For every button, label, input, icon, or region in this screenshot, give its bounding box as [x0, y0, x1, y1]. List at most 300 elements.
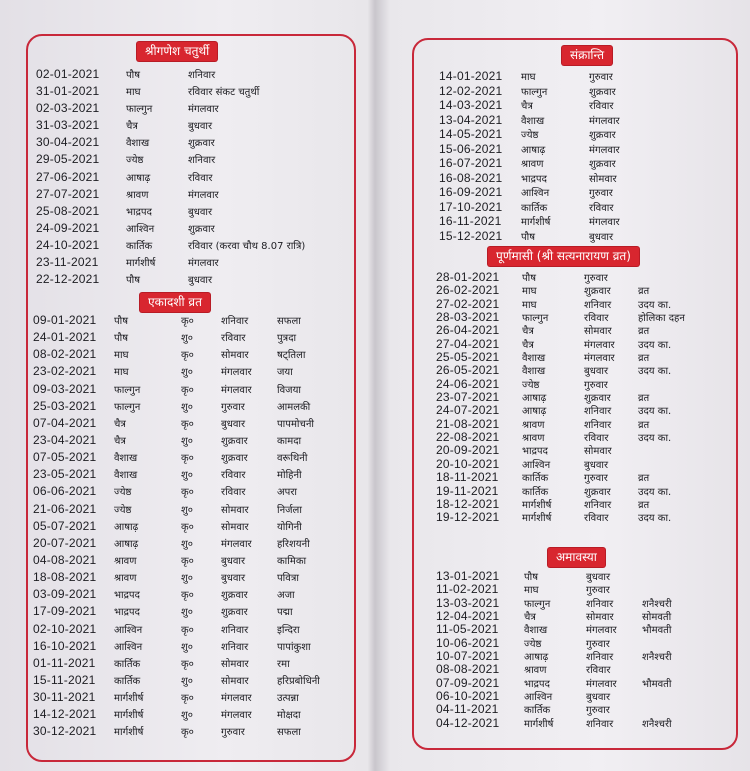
purnima-day: सोमवार: [584, 326, 612, 338]
ganesh_chaturthi-day: शनिवार: [188, 155, 216, 167]
amavasya-month: चैत्र: [524, 612, 536, 624]
ekadashi-month: श्रावण: [114, 555, 137, 567]
ekadashi-day: शनिवार: [221, 641, 249, 653]
purnima-heading: पूर्णमासी (श्री सत्यनारायण व्रत): [488, 247, 639, 266]
ganesh_chaturthi-day: मंगलवार: [188, 189, 219, 201]
ekadashi-paksha: कृ०: [181, 693, 194, 705]
ekadashi-date: 08-02-2021: [33, 347, 97, 362]
ekadashi-name: पद्मा: [277, 607, 293, 619]
purnima-date: 24-07-2021: [436, 403, 500, 418]
ekadashi-name: इन्दिरा: [277, 624, 300, 636]
ekadashi-date: 20-07-2021: [33, 535, 97, 550]
ekadashi-month: भाद्रपद: [114, 590, 140, 602]
ganesh_chaturthi-date: 23-11-2021: [36, 255, 99, 270]
ekadashi-name: आमलकी: [277, 401, 311, 413]
ekadashi-date: 03-09-2021: [33, 587, 97, 602]
purnima-month: आषाढ़: [522, 393, 547, 405]
ganesh_chaturthi-date: 31-03-2021: [36, 118, 100, 133]
ekadashi-month: आश्विन: [114, 641, 143, 653]
purnima-month: आषाढ़: [522, 406, 547, 418]
ekadashi-date: 16-10-2021: [33, 638, 97, 653]
sankranti-date: 14-03-2021: [439, 98, 503, 112]
purnima-day: रविवार: [584, 513, 609, 525]
sankranti-month: फाल्गुन: [521, 86, 548, 98]
amavasya-month: आश्विन: [524, 692, 553, 704]
ekadashi-month: आषाढ़: [114, 521, 139, 533]
purnima-month: कार्तिक: [522, 486, 549, 498]
amavasya-date: 10-07-2021: [436, 649, 500, 664]
purnima-date: 26-04-2021: [436, 323, 500, 338]
sankranti-date: 16-09-2021: [439, 185, 503, 199]
ekadashi-month: आषाढ़: [114, 538, 139, 550]
ganesh_chaturthi-date: 22-12-2021: [36, 272, 100, 287]
ganesh_chaturthi-month: वैशाख: [126, 138, 150, 150]
purnima-day: गुरुवार: [584, 379, 608, 391]
purnima-month: आश्विन: [522, 459, 551, 471]
ganesh_chaturthi-month: आश्विन: [126, 223, 155, 235]
purnima-date: 19-12-2021: [436, 510, 500, 525]
ekadashi-paksha: कृ०: [181, 727, 194, 739]
ekadashi-paksha: शु०: [181, 367, 193, 379]
ekadashi-day: गुरुवार: [221, 401, 245, 413]
sankranti-day: सोमवार: [589, 173, 617, 185]
sankranti-day: शुक्रवार: [589, 130, 616, 141]
amavasya-day: गुरुवार: [586, 585, 610, 597]
ekadashi-day: रविवार: [221, 333, 246, 345]
ganesh_chaturthi-month: फाल्गुन: [126, 104, 153, 116]
ekadashi-name: अजा: [277, 590, 295, 602]
ekadashi-name: मोहिनी: [277, 470, 302, 482]
ekadashi-name: सफला: [277, 727, 301, 739]
ganesh_chaturthi-day: बुधवार: [188, 121, 213, 133]
ekadashi-paksha: शु०: [181, 504, 193, 516]
ganesh_chaturthi-month: ज्येष्ठ: [126, 155, 144, 167]
purnima-date: 22-08-2021: [436, 430, 500, 445]
ekadashi-paksha: शु०: [181, 675, 193, 687]
ekadashi-date: 21-06-2021: [33, 501, 97, 516]
ekadashi-paksha: शु०: [181, 538, 193, 550]
purnima-note: उदय का.: [638, 299, 672, 311]
ekadashi-date: 09-01-2021: [33, 313, 97, 327]
ekadashi-day: शुक्रवार: [221, 453, 248, 465]
sankranti-day: मंगलवार: [589, 144, 620, 156]
ganesh_chaturthi-month: पौष: [126, 275, 141, 287]
purnima-day: सोमवार: [584, 446, 612, 458]
purnima-day: बुधवार: [584, 459, 609, 471]
amavasya-day: शनिवार: [586, 718, 614, 730]
ekadashi-name: योगिनी: [277, 521, 302, 533]
sankranti-date: 12-02-2021: [439, 83, 503, 98]
sankranti-day: शुक्रवार: [589, 159, 616, 170]
purnima-note: उदय का.: [638, 486, 672, 498]
ekadashi-name: सफला: [277, 316, 301, 327]
ekadashi-name: उत्पन्ना: [277, 693, 299, 705]
purnima-month: पौष: [522, 273, 537, 284]
purnima-note: व्रत: [638, 326, 650, 338]
sankranti-date: 16-11-2021: [439, 214, 502, 228]
ekadashi-month: कार्तिक: [114, 675, 141, 687]
ekadashi-date: 14-12-2021: [33, 707, 97, 722]
ekadashi-name: हरिप्रबोधिनी: [277, 675, 320, 687]
amavasya-note: सोमवती: [642, 612, 672, 624]
ekadashi-day: बुधवार: [221, 573, 246, 585]
ganesh_chaturthi-month: भाद्रपद: [126, 206, 152, 218]
amavasya-day: मंगलवार: [586, 678, 617, 690]
ekadashi-name: अपरा: [277, 487, 297, 499]
amavasya-month: भाद्रपद: [524, 678, 550, 690]
sankranti-month: वैशाख: [521, 115, 545, 127]
ekadashi-paksha: कृ०: [181, 487, 194, 499]
ganesh_chaturthi-month: पौष: [126, 70, 141, 81]
ekadashi-name: पापांकुशा: [277, 641, 311, 653]
ekadashi-paksha: शु०: [181, 573, 193, 585]
sankranti-day: बुधवार: [589, 231, 614, 243]
ekadashi-name: रमा: [277, 658, 290, 670]
purnima-month: चैत्र: [522, 339, 534, 351]
ekadashi-date: 07-04-2021: [33, 415, 97, 430]
ekadashi-name: विजया: [277, 384, 301, 396]
sankranti-month: भाद्रपद: [521, 173, 547, 185]
ekadashi-date: 18-08-2021: [33, 570, 97, 585]
purnima-date: 20-09-2021: [436, 443, 500, 458]
ekadashi-month: वैशाख: [114, 453, 138, 465]
ekadashi-day: मंगलवार: [221, 367, 252, 379]
purnima-date: 28-01-2021: [436, 270, 500, 284]
purnima-note: व्रत: [638, 286, 650, 298]
ekadashi-month: फाल्गुन: [114, 401, 141, 413]
purnima-date: 23-07-2021: [436, 390, 500, 405]
ekadashi-paksha: कृ०: [181, 418, 194, 430]
purnima-day: रविवार: [584, 433, 609, 445]
amavasya-date: 04-12-2021: [436, 715, 500, 730]
sankranti-month: चैत्र: [521, 101, 533, 112]
ekadashi-date: 02-10-2021: [33, 621, 97, 636]
purnima-month: ज्येष्ठ: [522, 379, 540, 391]
ganesh_chaturthi-date: 27-06-2021: [36, 169, 100, 184]
amavasya-month: आषाढ़: [524, 652, 549, 664]
amavasya-date: 11-05-2021: [436, 622, 499, 637]
amavasya-date: 07-09-2021: [436, 675, 500, 690]
purnima-date: 26-05-2021: [436, 363, 500, 378]
purnima-date: 24-06-2021: [436, 376, 500, 391]
ekadashi-month: पौष: [114, 333, 129, 345]
ganesh_chaturthi-month: श्रावण: [126, 189, 149, 201]
ekadashi-date: 09-03-2021: [33, 381, 97, 396]
ekadashi-paksha: कृ०: [181, 316, 194, 327]
ekadashi-date: 30-12-2021: [33, 724, 97, 739]
sankranti-month: आश्विन: [521, 188, 550, 199]
ekadashi-day: सोमवार: [221, 675, 249, 687]
ekadashi-day: बुधवार: [221, 418, 246, 430]
purnima-day: बुधवार: [584, 366, 609, 378]
ganesh_chaturthi-date: 24-09-2021: [36, 220, 100, 235]
purnima-note: होलिका दहन: [638, 313, 685, 325]
purnima-note: उदय का.: [638, 406, 672, 418]
purnima-note: उदय का.: [638, 366, 672, 378]
ganesh_chaturthi-date: 25-08-2021: [36, 203, 100, 218]
ekadashi-day: गुरुवार: [221, 727, 245, 739]
amavasya-day: सोमवार: [586, 612, 614, 624]
ekadashi-day: शनिवार: [221, 316, 249, 327]
sankranti-date: 14-01-2021: [439, 69, 503, 83]
purnima-day: शुक्रवार: [584, 286, 611, 298]
ekadashi-date: 30-11-2021: [33, 690, 96, 705]
ekadashi-name: कामिका: [277, 555, 307, 567]
purnima-date: 21-08-2021: [436, 416, 500, 431]
sankranti-day: मंगलवार: [589, 115, 620, 127]
sankranti-heading: संक्रान्ति: [562, 46, 612, 65]
ganesh_chaturthi-day: शनिवार: [188, 70, 216, 81]
ekadashi-day: शनिवार: [221, 624, 249, 636]
purnima-day: शनिवार: [584, 299, 612, 311]
sankranti-date: 13-04-2021: [439, 112, 503, 127]
amavasya-month: मार्गशीर्ष: [524, 718, 554, 730]
amavasya-date: 06-10-2021: [436, 689, 500, 704]
amavasya-note: शनैश्चरी: [642, 652, 672, 664]
ekadashi-month: पौष: [114, 316, 129, 327]
sankranti-month: आषाढ़: [521, 144, 546, 156]
amavasya-day: शनिवार: [586, 598, 614, 610]
purnima-day: मंगलवार: [584, 353, 615, 365]
purnima-month: फाल्गुन: [522, 313, 549, 325]
ganesh_chaturthi-date: 30-04-2021: [36, 135, 100, 150]
amavasya-month: श्रावण: [524, 665, 547, 677]
ekadashi-paksha: शु०: [181, 435, 193, 447]
ekadashi-day: शुक्रवार: [221, 590, 248, 602]
ekadashi-name: पवित्रा: [277, 573, 299, 585]
sankranti-month: श्रावण: [521, 159, 544, 170]
ekadashi-paksha: कृ०: [181, 453, 194, 465]
ganesh_chaturthi-date: 02-03-2021: [36, 101, 100, 116]
purnima-date: 27-04-2021: [436, 336, 500, 351]
ganesh_chaturthi-month: माघ: [126, 87, 141, 99]
purnima-note: व्रत: [638, 473, 650, 485]
amavasya-date: 11-02-2021: [436, 582, 499, 597]
ekadashi-day: शुक्रवार: [221, 435, 248, 447]
ekadashi-month: वैशाख: [114, 470, 138, 482]
ekadashi-date: 01-11-2021: [33, 655, 96, 670]
purnima-month: भाद्रपद: [522, 446, 548, 458]
purnima-day: शुक्रवार: [584, 486, 611, 498]
purnima-date: 26-02-2021: [436, 283, 500, 298]
ekadashi-day: सोमवार: [221, 658, 249, 670]
sankranti-day: मंगलवार: [589, 217, 620, 228]
purnima-date: 27-02-2021: [436, 296, 500, 311]
purnima-month: मार्गशीर्ष: [522, 499, 552, 511]
purnima-note: उदय का.: [638, 433, 672, 445]
ekadashi-name: हरिशयनी: [277, 538, 310, 550]
amavasya-day: बुधवार: [586, 572, 611, 583]
ganesh_chaturthi-day: शुक्रवार: [188, 138, 215, 150]
amavasya-day: गुरुवार: [586, 705, 610, 717]
ekadashi-month: कार्तिक: [114, 658, 141, 670]
ganesh_chaturthi-date: 27-07-2021: [36, 186, 100, 201]
amavasya-note: भौमवती: [642, 678, 672, 690]
ekadashi-name: पुत्रदा: [277, 333, 297, 345]
ekadashi-month: माघ: [114, 350, 129, 362]
ekadashi-day: सोमवार: [221, 350, 249, 362]
ekadashi-date: 17-09-2021: [33, 604, 97, 619]
amavasya-date: 13-01-2021: [436, 569, 500, 583]
amavasya-date: 10-06-2021: [436, 635, 500, 650]
sankranti-date: 16-08-2021: [439, 170, 503, 185]
sankranti-month: ज्येष्ठ: [521, 130, 539, 141]
ekadashi-month: माघ: [114, 367, 129, 379]
purnima-note: व्रत: [638, 419, 650, 431]
ekadashi-month: भाद्रपद: [114, 607, 140, 619]
amavasya-date: 13-03-2021: [436, 595, 500, 610]
amavasya-month: माघ: [524, 585, 539, 597]
ekadashi-month: आश्विन: [114, 624, 143, 636]
ekadashi-name: कामदा: [277, 435, 302, 447]
ekadashi-day: मंगलवार: [221, 693, 252, 705]
ekadashi-paksha: शु०: [181, 401, 193, 413]
purnima-note: व्रत: [638, 393, 650, 405]
ekadashi-name: जया: [277, 367, 293, 379]
amavasya-month: पौष: [524, 572, 539, 583]
ekadashi-date: 23-02-2021: [33, 364, 97, 379]
ganesh_chaturthi-day: रविवार (करवा चौथ 8.07 रात्रि): [188, 240, 306, 252]
ganesh_chaturthi-day: बुधवार: [188, 206, 213, 218]
ekadashi-month: ज्येष्ठ: [114, 487, 132, 499]
ekadashi-heading: एकादशी व्रत: [140, 293, 210, 312]
purnima-month: मार्गशीर्ष: [522, 513, 552, 525]
purnima-date: 28-03-2021: [436, 310, 500, 325]
purnima-date: 25-05-2021: [436, 350, 500, 365]
purnima-note: व्रत: [638, 499, 650, 511]
ekadashi-name: वरूथिनी: [277, 453, 308, 465]
ganesh_chaturthi-day: शुक्रवार: [188, 223, 215, 235]
ganesh_chaturthi-date: 29-05-2021: [36, 152, 100, 167]
ekadashi-name: षट्‌तिला: [277, 350, 306, 362]
ekadashi-date: 23-05-2021: [33, 467, 97, 482]
ekadashi-date: 06-06-2021: [33, 484, 97, 499]
purnima-day: शनिवार: [584, 406, 612, 418]
sankranti-month: माघ: [521, 72, 536, 83]
purnima-note: उदय का.: [638, 339, 672, 351]
ekadashi-day: सोमवार: [221, 521, 249, 533]
ganesh_chaturthi-day: रविवार: [188, 172, 213, 184]
amavasya-month: कार्तिक: [524, 705, 551, 717]
ekadashi-paksha: शु०: [181, 641, 193, 653]
ekadashi-day: रविवार: [221, 470, 246, 482]
ganesh_chaturthi-month: आषाढ़: [126, 172, 151, 184]
ekadashi-date: 24-01-2021: [33, 330, 97, 345]
purnima-month: वैशाख: [522, 366, 546, 378]
ganesh_chaturthi-date: 24-10-2021: [36, 237, 100, 252]
purnima-day: रविवार: [584, 313, 609, 325]
ekadashi-paksha: कृ०: [181, 350, 194, 362]
sankranti-month: पौष: [521, 231, 536, 243]
ekadashi-date: 23-04-2021: [33, 432, 97, 447]
purnima-date: 18-12-2021: [436, 496, 500, 511]
purnima-day: गुरुवार: [584, 273, 608, 284]
ekadashi-month: चैत्र: [114, 418, 126, 430]
amavasya-day: मंगलवार: [586, 625, 617, 637]
ekadashi-paksha: कृ०: [181, 624, 194, 636]
ekadashi-name: निर्जला: [277, 504, 302, 516]
ekadashi-date: 25-03-2021: [33, 398, 97, 413]
amavasya-date: 12-04-2021: [436, 609, 500, 624]
ekadashi-day: रविवार: [221, 487, 246, 499]
ekadashi-day: मंगलवार: [221, 538, 252, 550]
ekadashi-day: मंगलवार: [221, 710, 252, 722]
sankranti-date: 14-05-2021: [439, 127, 503, 141]
purnima-day: शनिवार: [584, 499, 612, 511]
ekadashi-day: सोमवार: [221, 504, 249, 516]
ekadashi-paksha: कृ०: [181, 658, 194, 670]
purnima-day: शुक्रवार: [584, 393, 611, 405]
sankranti-month: मार्गशीर्ष: [521, 217, 551, 228]
purnima-month: माघ: [522, 299, 537, 311]
sankranti-day: गुरुवार: [589, 188, 613, 199]
amavasya-day: शनिवार: [586, 652, 614, 664]
ekadashi-day: बुधवार: [221, 555, 246, 567]
ganesh_chaturthi-month: चैत्र: [126, 121, 138, 133]
ekadashi-paksha: शु०: [181, 607, 193, 619]
purnima-month: चैत्र: [522, 326, 534, 338]
ekadashi-date: 15-11-2021: [33, 672, 96, 687]
ganesh_chaturthi-date: 02-01-2021: [36, 67, 100, 81]
ekadashi-paksha: शु०: [181, 710, 193, 722]
ekadashi-name: मोक्षदा: [277, 710, 301, 722]
purnima-month: माघ: [522, 286, 537, 298]
ganesh_chaturthi-month: कार्तिक: [126, 240, 153, 252]
purnima-note: व्रत: [638, 353, 650, 365]
amavasya-day: रविवार: [586, 665, 611, 677]
ekadashi-paksha: शु०: [181, 470, 193, 482]
ekadashi-month: ज्येष्ठ: [114, 504, 132, 516]
ganesh_chaturthi-date: 31-01-2021: [36, 84, 100, 99]
amavasya-month: वैशाख: [524, 625, 548, 637]
sankranti-day: गुरुवार: [589, 72, 613, 83]
ekadashi-month: फाल्गुन: [114, 384, 141, 396]
purnima-date: 20-10-2021: [436, 456, 500, 471]
ekadashi-paksha: कृ०: [181, 384, 194, 396]
amavasya-month: फाल्गुन: [524, 598, 551, 610]
purnima-date: 18-11-2021: [436, 470, 499, 485]
sankranti-date: 16-07-2021: [439, 156, 503, 170]
sankranti-date: 17-10-2021: [439, 199, 503, 214]
amavasya-date: 04-11-2021: [436, 702, 499, 717]
ganesh_chaturthi-day: रविवार संकट चतुर्थी: [188, 87, 260, 99]
ekadashi-month: श्रावण: [114, 573, 137, 585]
purnima-month: श्रावण: [522, 433, 545, 445]
purnima-day: गुरुवार: [584, 473, 608, 485]
ganesh-chaturthi-heading: श्रीगणेश चतुर्थी: [137, 42, 217, 61]
sankranti-month: कार्तिक: [521, 202, 548, 214]
ekadashi-month: चैत्र: [114, 435, 126, 447]
ekadashi-day: शुक्रवार: [221, 607, 248, 619]
ekadashi-date: 04-08-2021: [33, 552, 97, 567]
ekadashi-day: मंगलवार: [221, 384, 252, 396]
ekadashi-paksha: कृ०: [181, 555, 194, 567]
sankranti-day: रविवार: [589, 101, 614, 112]
purnima-note: उदय का.: [638, 513, 672, 525]
ekadashi-date: 05-07-2021: [33, 518, 97, 533]
purnima-day: शनिवार: [584, 419, 612, 431]
sankranti-day: रविवार: [589, 202, 614, 214]
amavasya-heading: अमावस्या: [548, 548, 605, 567]
sankranti-date: 15-06-2021: [439, 141, 503, 156]
sankranti-date: 15-12-2021: [439, 228, 503, 243]
ganesh_chaturthi-day: बुधवार: [188, 275, 213, 287]
ekadashi-name: पापमोचनी: [277, 418, 315, 430]
sankranti-day: शुक्रवार: [589, 86, 616, 98]
purnima-day: मंगलवार: [584, 339, 615, 351]
amavasya-date: 08-08-2021: [436, 662, 500, 677]
amavasya-note: शनैश्चरी: [642, 598, 672, 610]
